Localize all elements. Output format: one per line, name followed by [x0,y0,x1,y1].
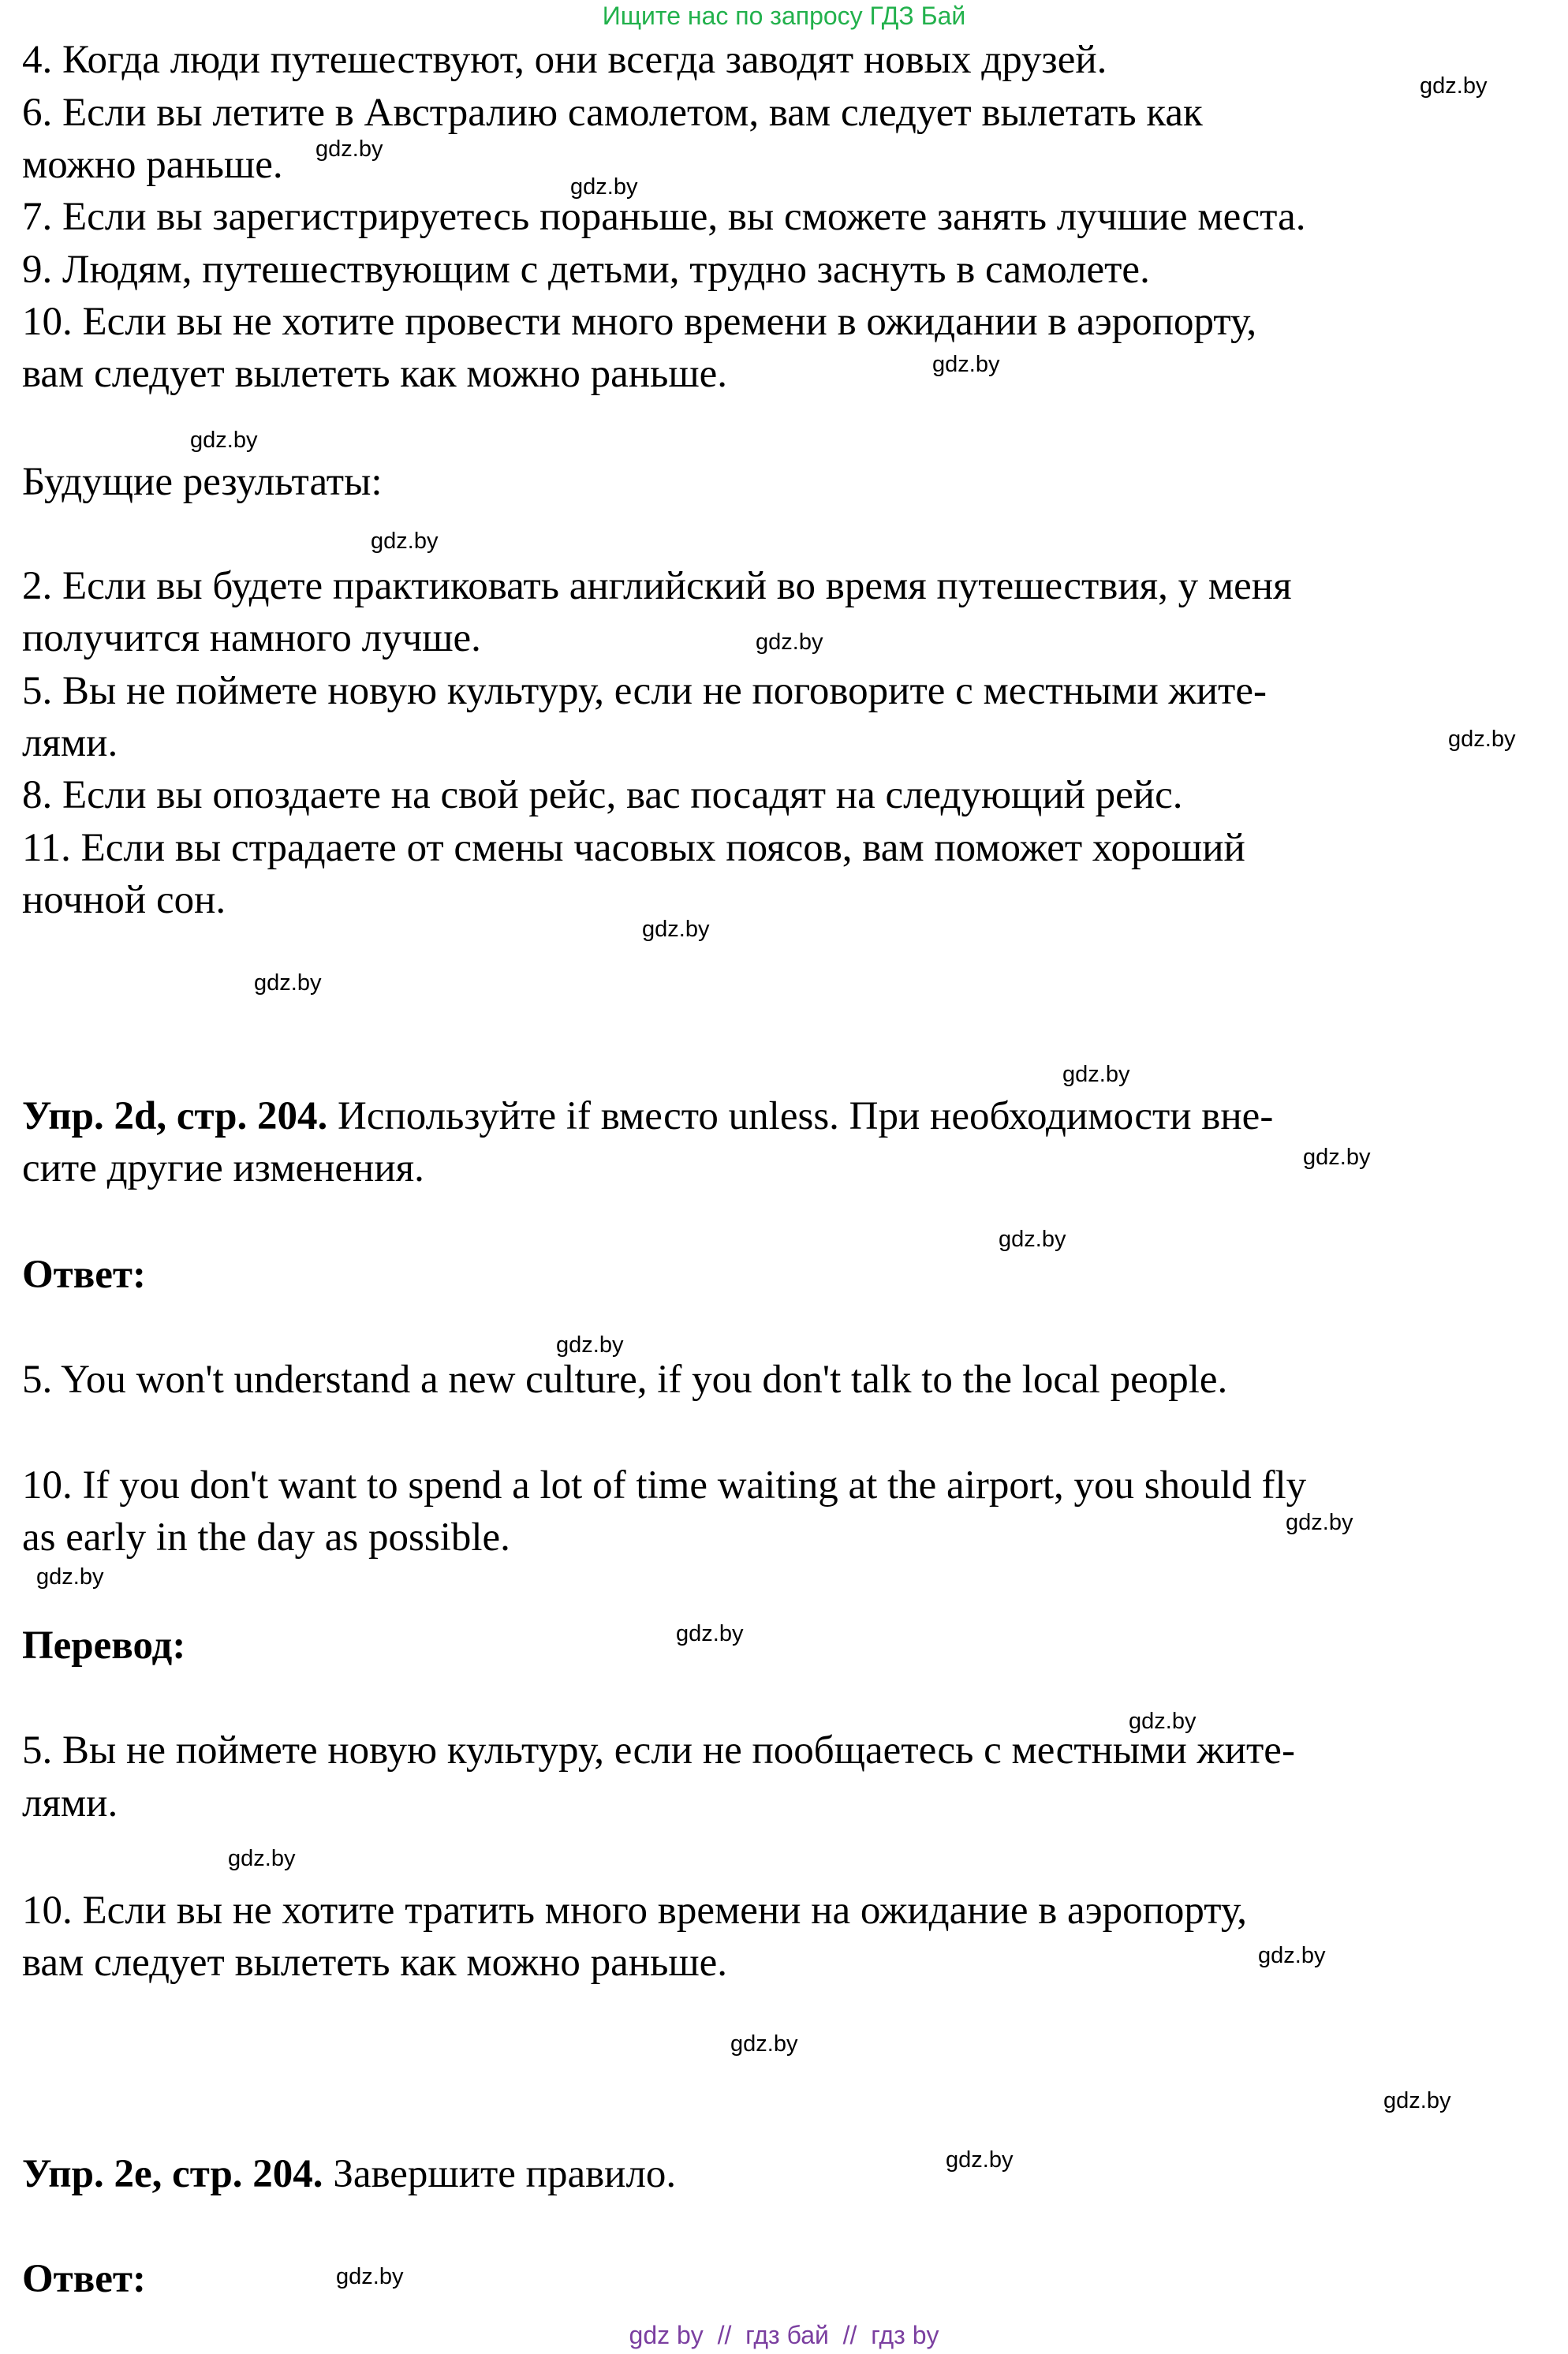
bottom-footer: gdz by // гдз бай // гдз by [629,2321,939,2349]
future-5-line2: лями. [22,721,118,765]
sentence-6-line1: 6. Если вы летите в Австралию самолетом, вам следует вылетать как [22,91,1203,135]
watermark: gdz.by [730,2031,798,2057]
watermark: gdz.by [336,2264,404,2289]
future-results-heading: Будущие результаты: [22,460,383,504]
watermark: gdz.by [371,529,439,554]
future-8: 8. Если вы опоздаете на свой рейс, вас посадят на следующий рейс. [22,773,1183,817]
answer-10-line1: 10. If you don't want to spend a lot of time waiting at the airport, you should fly [22,1463,1307,1508]
exercise-2e-title [22,2150,676,2198]
watermark: gdz.by [190,428,258,453]
watermark: gdz.by [36,1564,104,1590]
future-11-line1: 11. Если вы страдаете от смены часовых поясов, вам поможет хороший [22,826,1245,870]
watermark: gdz.by [556,1332,624,1358]
watermark: gdz.by [570,174,638,200]
future-2-line1: 2. Если вы будете практиковать английский во время путешествия, у меня [22,564,1292,608]
watermark: gdz.by [756,630,823,655]
top-banner: Ищите нас по запросу ГДЗ Бай [602,2,966,30]
translation-10-line2: вам следует вылететь как можно раньше. [22,1941,728,1985]
watermark: gdz.by [1286,1510,1353,1535]
translation-10-line1: 10. Если вы не хотите тратить много времени на ожидание в аэропорту, [22,1889,1247,1933]
translation-5-line1: 5. Вы не поймете новую культуру, если не пообщаетесь с местными жите- [22,1728,1295,1773]
watermark: gdz.by [1303,1145,1371,1170]
exercise-2e-task: Завершите правило. [323,2152,677,2196]
watermark: gdz.by [254,970,322,996]
watermark: gdz.by [1420,73,1488,99]
watermark: gdz.by [315,136,383,162]
sentence-7: 7. Если вы зарегистрируетесь пораньше, вы сможете занять лучшие места. [22,195,1306,239]
exercise-2e-label: Упр. 2e, стр. 204. [22,2152,323,2196]
answer-label-2d: Ответ: [22,1253,146,1297]
watermark: gdz.by [642,917,710,942]
watermark: gdz.by [228,1846,296,1871]
sentence-10-line2: вам следует вылететь как можно раньше. [22,352,728,396]
watermark: gdz.by [932,352,1000,377]
future-11-line2: ночной сон. [22,878,226,922]
answer-5: 5. You won't understand a new culture, if you don't talk to the local people. [22,1358,1228,1402]
watermark: gdz.by [946,2147,1014,2173]
future-5-line1: 5. Вы не поймете новую культуру, если не поговорите с местными жите- [22,669,1267,713]
translation-5-line2: лями. [22,1781,118,1825]
sentence-10-line1: 10. Если вы не хотите провести много времени в ожидании в аэропорту, [22,300,1257,344]
exercise-2d-title [22,1093,1273,1140]
sentence-6-line2: можно раньше. [22,143,283,187]
watermark: gdz.by [676,1621,744,1646]
answer-label-2e: Ответ: [22,2257,146,2301]
sentence-4: 4. Когда люди путешествуют, они всегда заводят новых друзей. [22,38,1107,82]
exercise-2d-task: Используйте if вместо unless. При необходимости вне- [327,1094,1274,1138]
future-2-line2: получится намного лучше. [22,616,481,660]
watermark: gdz.by [1258,1943,1326,1968]
watermark: gdz.by [1383,2088,1451,2113]
answer-10-line2: as early in the day as possible. [22,1515,510,1560]
exercise-2d-title-line2: сите другие изменения. [22,1146,424,1190]
watermark: gdz.by [1129,1709,1197,1734]
watermark: gdz.by [1448,727,1516,752]
translation-label: Перевод: [22,1624,186,1668]
sentence-9: 9. Людям, путешествующим с детьми, трудно заснуть в самолете. [22,248,1150,292]
watermark: gdz.by [1062,1062,1130,1087]
watermark: gdz.by [999,1227,1066,1252]
exercise-2d-label: Упр. 2d, стр. 204. [22,1094,328,1138]
